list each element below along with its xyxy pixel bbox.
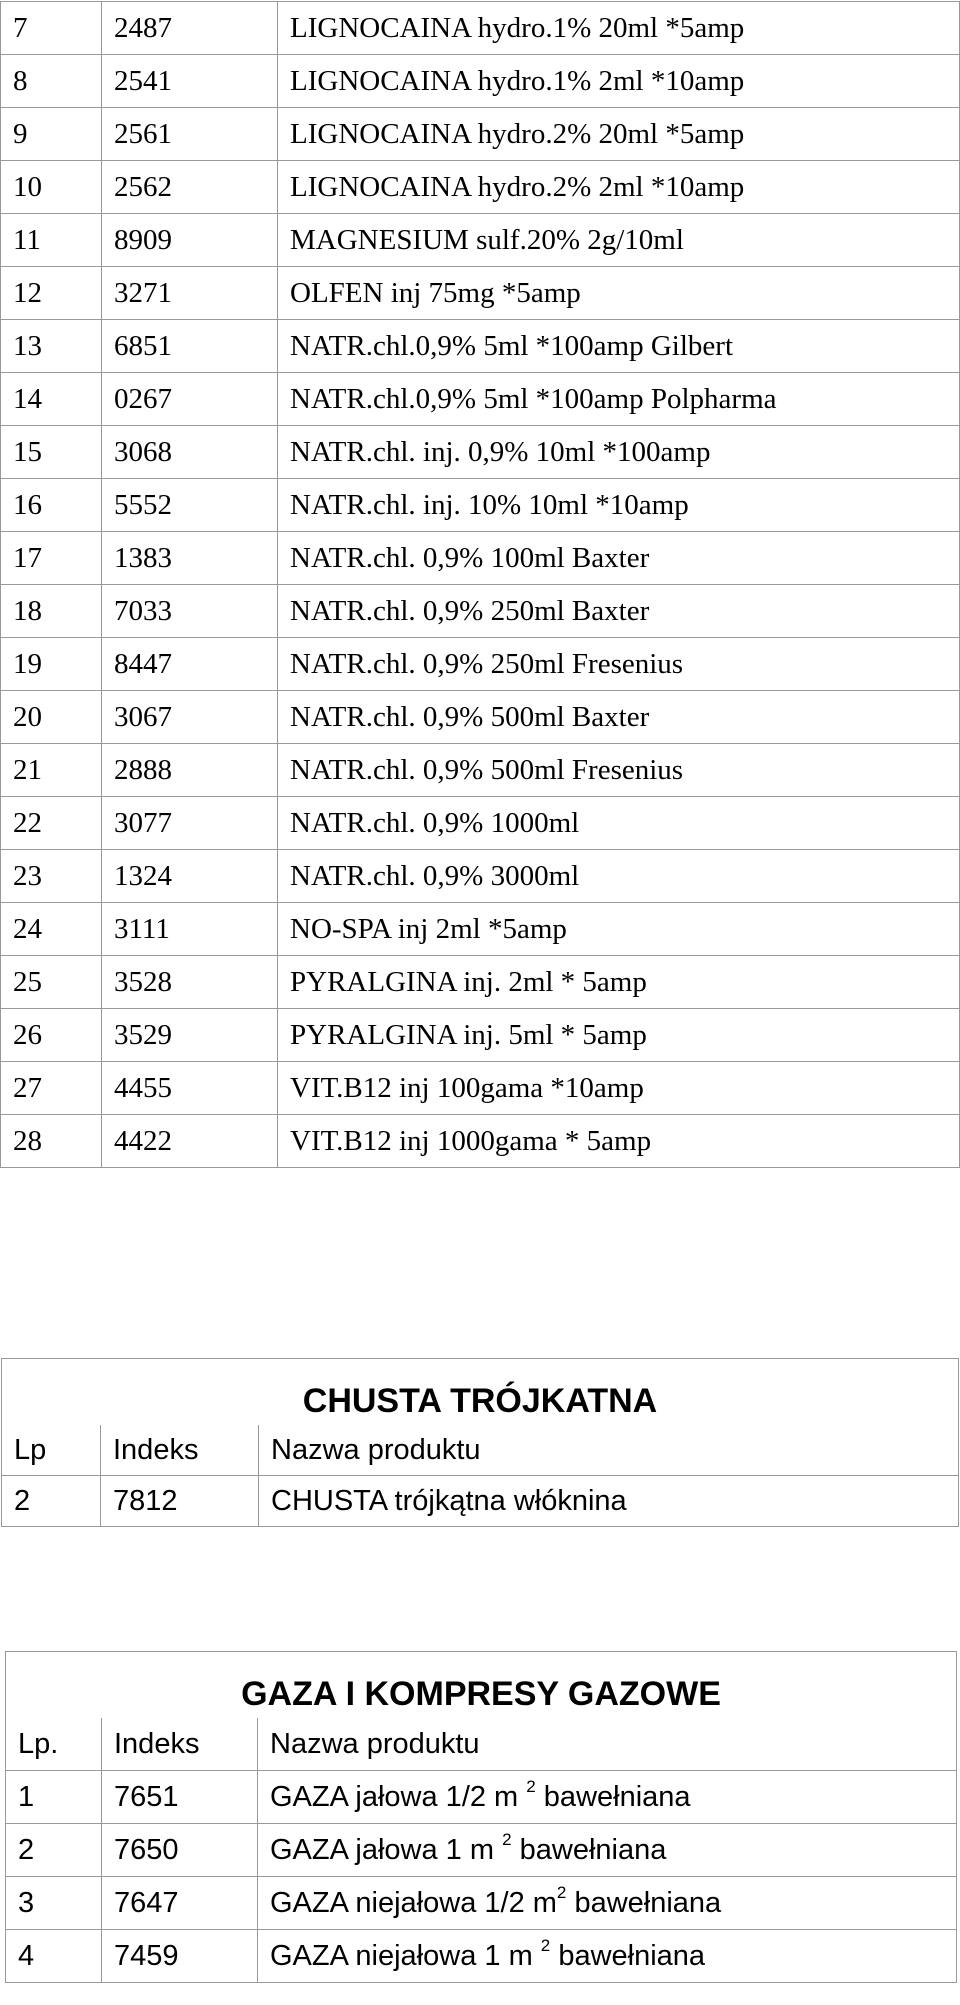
lp-cell: 28 [1,1115,102,1168]
table-row [1,744,960,797]
product-name-cell: LIGNOCAINA hydro.1% 20ml *5amp [278,2,960,55]
lp-cell: 21 [1,744,102,797]
product-name-cell: NO-SPA inj 2ml *5amp [278,903,960,956]
index-cell: 7459 [102,1930,258,1983]
lp-cell: 18 [1,585,102,638]
lp-cell: 23 [1,850,102,903]
section-title-cell [2,1359,959,1426]
product-name-cell: NATR.chl. 0,9% 500ml Baxter [278,691,960,744]
index-cell: 8447 [102,638,278,691]
product-name-cell [258,1877,957,1930]
name-text: GAZA niejałowa 1/2 m [270,1886,557,1919]
header-product-name: Nazwa produktu [259,1425,959,1476]
table-row [1,2,960,55]
superscript: 2 [502,1829,512,1849]
product-name-cell: LIGNOCAINA hydro.2% 2ml *10amp [278,161,960,214]
gaza-table [5,1651,957,1983]
name-text: GAZA jałowa 1 m [270,1833,503,1866]
lp-cell: 1 [6,1771,102,1824]
section-title-cell [6,1652,957,1719]
table-row [6,1771,957,1824]
index-cell: 3068 [102,426,278,479]
product-name-cell: NATR.chl. 0,9% 1000ml [278,797,960,850]
index-cell: 3271 [102,267,278,320]
product-name-cell: OLFEN inj 75mg *5amp [278,267,960,320]
lp-cell: 27 [1,1062,102,1115]
product-name-cell: CHUSTA trójkątna włóknina [259,1476,959,1527]
index-cell: 3111 [102,903,278,956]
header-row [2,1425,959,1476]
superscript: 2 [526,1776,536,1796]
index-cell: 8909 [102,214,278,267]
table-row [6,1877,957,1930]
section-title: CHUSTA TRÓJKATNA [302,1382,658,1420]
lp-cell: 19 [1,638,102,691]
lp-cell: 25 [1,956,102,1009]
product-name-cell: NATR.chl. 0,9% 500ml Fresenius [278,744,960,797]
index-cell: 7647 [102,1877,258,1930]
index-cell: 2561 [102,108,278,161]
table-row [1,691,960,744]
index-cell: 5552 [102,479,278,532]
table-row [6,1930,957,1983]
table-row [1,638,960,691]
index-cell: 0267 [102,373,278,426]
name-text: GAZA jałowa 1/2 m [270,1780,527,1813]
product-name-cell: MAGNESIUM sulf.20% 2g/10ml [278,214,960,267]
product-name-cell: NATR.chl. 0,9% 250ml Fresenius [278,638,960,691]
chusta-table [1,1358,959,1527]
lp-cell: 13 [1,320,102,373]
superscript: 2 [540,1935,551,1955]
table-row [1,267,960,320]
product-name-cell: NATR.chl.0,9% 5ml *100amp Polpharma [278,373,960,426]
lp-cell: 16 [1,479,102,532]
lp-cell: 2 [6,1824,102,1877]
product-name-cell: NATR.chl. 0,9% 250ml Baxter [278,585,960,638]
header-row [6,1718,957,1771]
index-cell: 4422 [102,1115,278,1168]
lp-cell: 3 [6,1877,102,1930]
lp-cell: 4 [6,1930,102,1983]
lp-cell: 14 [1,373,102,426]
table-row [1,903,960,956]
table-row [2,1476,959,1527]
index-cell: 3067 [102,691,278,744]
drug-list-table [0,1,960,1168]
index-cell: 3528 [102,956,278,1009]
index-cell: 2541 [102,55,278,108]
table-row [1,214,960,267]
table-row [1,373,960,426]
index-cell: 2888 [102,744,278,797]
product-name-cell: NATR.chl. 0,9% 3000ml [278,850,960,903]
table-row [1,108,960,161]
product-name-cell: NATR.chl.0,9% 5ml *100amp Gilbert [278,320,960,373]
index-cell: 6851 [102,320,278,373]
name-text: bawełniana [550,1939,706,1972]
product-name-cell: PYRALGINA inj. 5ml * 5amp [278,1009,960,1062]
lp-cell: 7 [1,2,102,55]
table-row [1,426,960,479]
index-cell: 7033 [102,585,278,638]
product-name-cell: PYRALGINA inj. 2ml * 5amp [278,956,960,1009]
product-name-cell [258,1771,957,1824]
lp-cell: 20 [1,691,102,744]
product-name-cell: VIT.B12 inj 1000gama * 5amp [278,1115,960,1168]
lp-cell: 15 [1,426,102,479]
name-text: bawełniana [566,1886,722,1919]
product-name-cell: VIT.B12 inj 100gama *10amp [278,1062,960,1115]
product-name-cell: NATR.chl. inj. 0,9% 10ml *100amp [278,426,960,479]
header-product-name: Nazwa produktu [258,1718,957,1771]
index-cell: 7651 [102,1771,258,1824]
table-row [1,532,960,585]
header-index: Indeks [102,1718,258,1771]
table-row [1,479,960,532]
table-row [1,956,960,1009]
table-row [6,1824,957,1877]
table-row [1,797,960,850]
table-row [1,850,960,903]
lp-cell: 2 [2,1476,101,1527]
name-text: bawełniana [511,1833,667,1866]
index-cell: 3529 [102,1009,278,1062]
table-row [1,585,960,638]
product-name-cell: NATR.chl. inj. 10% 10ml *10amp [278,479,960,532]
table-row [1,1115,960,1168]
product-name-cell: LIGNOCAINA hydro.2% 20ml *5amp [278,108,960,161]
lp-cell: 11 [1,214,102,267]
table-row [1,320,960,373]
product-name-cell [258,1824,957,1877]
table-row [1,161,960,214]
lp-cell: 12 [1,267,102,320]
section-title: GAZA I KOMPRESY GAZOWE [241,1675,721,1713]
index-cell: 1324 [102,850,278,903]
lp-cell: 10 [1,161,102,214]
lp-cell: 26 [1,1009,102,1062]
index-cell: 2562 [102,161,278,214]
name-text: GAZA niejałowa 1 m [270,1939,541,1972]
header-lp: Lp. [6,1718,102,1771]
lp-cell: 17 [1,532,102,585]
index-cell: 3077 [102,797,278,850]
name-text: bawełniana [535,1780,691,1813]
index-cell: 7650 [102,1824,258,1877]
index-cell: 4455 [102,1062,278,1115]
header-lp: Lp [2,1425,101,1476]
lp-cell: 22 [1,797,102,850]
table-row [1,1009,960,1062]
lp-cell: 24 [1,903,102,956]
table-row [1,55,960,108]
table-row [1,1062,960,1115]
index-cell: 2487 [102,2,278,55]
lp-cell: 8 [1,55,102,108]
product-name-cell: LIGNOCAINA hydro.1% 2ml *10amp [278,55,960,108]
header-index: Indeks [101,1425,259,1476]
product-name-cell [258,1930,957,1983]
superscript: 2 [556,1882,567,1902]
index-cell: 1383 [102,532,278,585]
index-cell: 7812 [101,1476,259,1527]
lp-cell: 9 [1,108,102,161]
product-name-cell: NATR.chl. 0,9% 100ml Baxter [278,532,960,585]
